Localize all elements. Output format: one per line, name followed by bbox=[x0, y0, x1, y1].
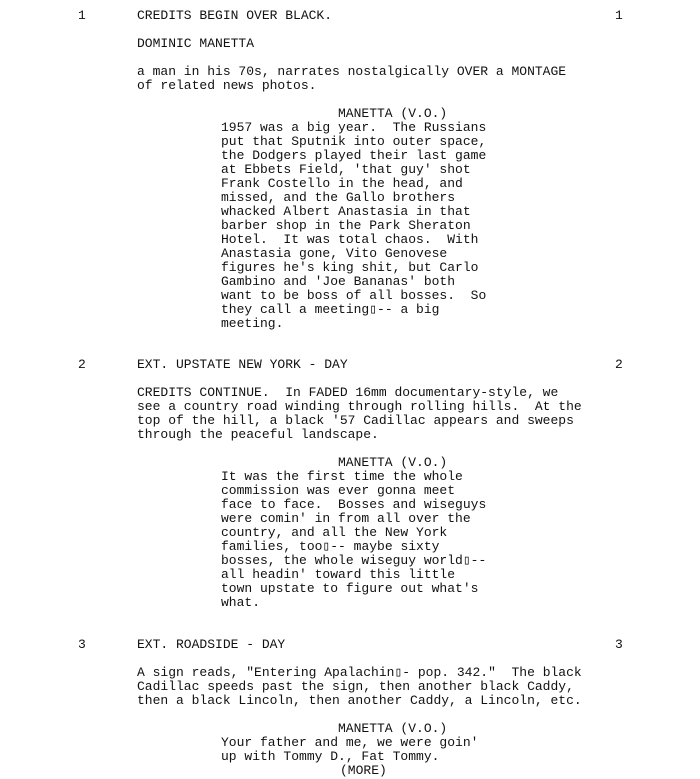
scene-heading: CREDITS BEGIN OVER BLACK. bbox=[137, 8, 333, 23]
action-line: of related news photos. bbox=[137, 78, 317, 93]
dialogue-line: figures he's king shit, but Carlo bbox=[221, 260, 479, 275]
character-intro: DOMINIC MANETTA bbox=[137, 36, 255, 51]
dialogue-line: families, too▯-- maybe sixty bbox=[221, 539, 440, 554]
action-block bbox=[137, 386, 617, 442]
dialogue-line: they call a meeting▯-- a big bbox=[221, 302, 440, 317]
action-block bbox=[137, 666, 617, 708]
dialogue-line: Gambino and 'Joe Bananas' both bbox=[221, 274, 456, 289]
dialogue-line: town upstate to figure out what's bbox=[221, 581, 479, 596]
dialogue-line: barber shop in the Park Sheraton bbox=[221, 218, 471, 233]
dialogue-line: country, and all the New York bbox=[221, 525, 448, 540]
dialogue-line: missed, and the Gallo brothers bbox=[221, 190, 456, 205]
action-line: top of the hill, a black '57 Cadillac appears and sweeps bbox=[137, 413, 574, 428]
action-block bbox=[137, 65, 617, 93]
scene-number-left: 3 bbox=[78, 637, 86, 652]
scene-number-right: 1 bbox=[615, 8, 623, 23]
dialogue-line: face to face. Bosses and wiseguys bbox=[221, 497, 487, 512]
dialogue-block bbox=[221, 736, 511, 764]
dialogue-line: 1957 was a big year. The Russians bbox=[221, 120, 487, 135]
scene-number-right: 3 bbox=[615, 637, 623, 652]
action-line: a man in his 70s, narrates nostalgically OVER a MONTAGE bbox=[137, 64, 567, 79]
dialogue-line: Hotel. It was total chaos. With bbox=[221, 232, 479, 247]
dialogue-line: at Ebbets Field, 'that guy' shot bbox=[221, 162, 471, 177]
dialogue-line: Your father and me, we were goin' bbox=[221, 735, 479, 750]
dialogue-line: Frank Costello in the head, and bbox=[221, 176, 463, 191]
action-line: then a black Lincoln, then another Caddy, a Lincoln, etc. bbox=[137, 693, 582, 708]
dialogue-line: It was the first time the whole bbox=[221, 469, 463, 484]
more-marker: (MORE) bbox=[340, 763, 387, 778]
scene-heading: EXT. UPSTATE NEW YORK - DAY bbox=[137, 357, 348, 372]
scene-heading: EXT. ROADSIDE - DAY bbox=[137, 637, 286, 652]
dialogue-line: what. bbox=[221, 595, 261, 610]
dialogue-line: meeting. bbox=[221, 316, 284, 331]
dialogue-character: MANETTA (V.O.) bbox=[338, 721, 448, 736]
dialogue-line: Anastasia gone, Vito Genovese bbox=[221, 246, 448, 261]
scene-number-left: 1 bbox=[78, 8, 86, 23]
action-line: A sign reads, "Entering Apalachin▯- pop. 342." The black bbox=[137, 665, 582, 680]
scene-number-left: 2 bbox=[78, 357, 86, 372]
dialogue-line: want to be boss of all bosses. So bbox=[221, 288, 487, 303]
dialogue-line: bosses, the whole wiseguy world▯-- bbox=[221, 553, 487, 568]
dialogue-line: the Dodgers played their last game bbox=[221, 148, 487, 163]
dialogue-line: all headin' toward this little bbox=[221, 567, 456, 582]
scene-number-right: 2 bbox=[615, 357, 623, 372]
dialogue-block bbox=[221, 121, 511, 331]
dialogue-line: commission was ever gonna meet bbox=[221, 483, 456, 498]
action-line: Cadillac speeds past the sign, then another black Caddy, bbox=[137, 679, 574, 694]
dialogue-character: MANETTA (V.O.) bbox=[338, 455, 448, 470]
dialogue-line: put that Sputnik into outer space, bbox=[221, 134, 487, 149]
dialogue-line: were comin' in from all over the bbox=[221, 511, 471, 526]
action-line: see a country road winding through rolling hills. At the bbox=[137, 399, 582, 414]
dialogue-line: up with Tommy D., Fat Tommy. bbox=[221, 749, 440, 764]
dialogue-block bbox=[221, 470, 511, 610]
dialogue-character: MANETTA (V.O.) bbox=[338, 106, 448, 121]
dialogue-line: whacked Albert Anastasia in that bbox=[221, 204, 471, 219]
action-line: CREDITS CONTINUE. In FADED 16mm documentary-style, we bbox=[137, 385, 559, 400]
action-line: through the peaceful landscape. bbox=[137, 427, 379, 442]
